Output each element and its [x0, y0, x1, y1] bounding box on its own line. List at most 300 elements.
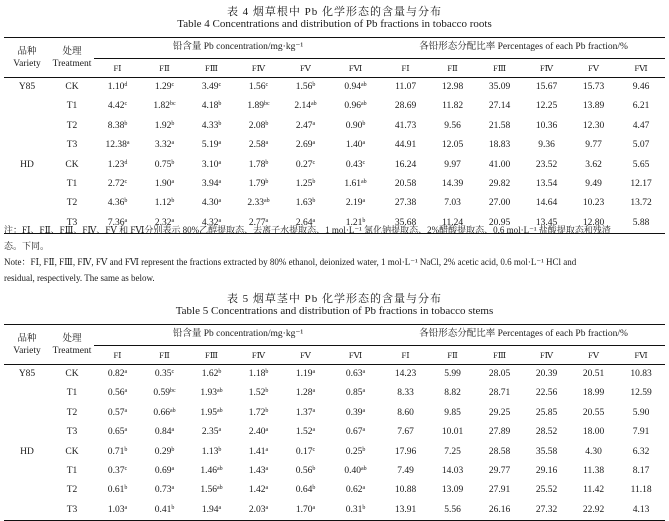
significance-letter: a: [362, 407, 366, 414]
percentage-cell: 41.73: [394, 120, 417, 131]
percentage-cell: 20.39: [535, 368, 558, 379]
table5: [4, 324, 665, 521]
table5-title-zh: 表 5 烟草茎中 Pb 化学形态的含量与分布: [226, 293, 443, 305]
percentage-cell: 22.92: [570, 501, 617, 521]
percentage-cell: 22.56: [535, 388, 558, 399]
percentage-cell: 7.67: [397, 427, 414, 438]
table-row: [4, 404, 665, 423]
concentration-value: 1.03: [107, 504, 125, 515]
variety-cell: [4, 423, 50, 442]
significance-letter: b: [218, 446, 222, 453]
significance-letter: a: [362, 198, 366, 205]
percentage-cell: 6.21: [632, 101, 650, 112]
significance-letter: ab: [216, 465, 223, 472]
concentration-value: 1.28: [295, 388, 313, 399]
significance-letter: b: [312, 198, 316, 205]
significance-letter: a: [265, 504, 269, 511]
percentage-cell: 13.72: [630, 198, 652, 209]
percentage-cell: 18.83: [488, 140, 511, 151]
concentration-value: 0.61: [107, 485, 125, 496]
concentration-cell: [282, 481, 329, 500]
percentage-cell: 20.55: [582, 407, 605, 418]
percentage-cell: 27.32: [523, 501, 570, 521]
concentration-cell: [235, 365, 282, 385]
concentration-value: 0.90: [345, 120, 363, 131]
treatment-cell: T3: [50, 214, 94, 234]
percentage-cell: 9.49: [585, 178, 602, 189]
concentration-cell: [235, 78, 282, 98]
significance-letter: ab: [216, 388, 223, 395]
percentage-cell: 44.91: [394, 140, 417, 151]
concentration-group-header: 铅含量 Pb concentration/mg·kg⁻¹: [94, 325, 382, 346]
percentage-cell: 28.52: [535, 427, 558, 438]
percentage-cell: 28.58: [488, 446, 511, 457]
concentration-cell: [188, 462, 235, 481]
concentration-cell: [235, 404, 282, 423]
concentration-value: 0.56: [107, 388, 125, 399]
concentration-cell: [94, 481, 141, 500]
significance-letter: a: [312, 368, 316, 375]
concentration-cell: [141, 156, 188, 175]
significance-letter: ab: [169, 407, 176, 414]
significance-letter: a: [171, 217, 175, 224]
table4-title-zh: 表 4 烟草根中 Pb 化学形态的含量与分布: [226, 6, 443, 18]
treatment-cell: T3: [50, 501, 94, 521]
significance-letter: c: [171, 368, 175, 375]
significance-letter: a: [171, 140, 175, 147]
percentage-cell: 12.17: [630, 178, 652, 189]
concentration-cell: [188, 384, 235, 403]
fraction-header: FⅢ: [188, 59, 235, 78]
significance-letter: b: [312, 485, 316, 492]
concentration-cell: [188, 443, 235, 462]
concentration-cell: [141, 117, 188, 136]
concentration-value: 1.29: [154, 81, 172, 92]
concentration-value: 1.52: [248, 388, 266, 399]
concentration-value: 8.38: [107, 120, 125, 131]
percentage-cell: 11.82: [442, 101, 464, 112]
significance-letter: a: [124, 504, 128, 511]
percentage-cell: 25.52: [535, 485, 558, 496]
percentage-cell: 28.69: [394, 101, 417, 112]
significance-letter: b: [312, 81, 316, 88]
table-row: [4, 384, 665, 403]
variety-cell: [4, 194, 50, 213]
significance-letter: b: [124, 446, 128, 453]
percentage-cell: 10.01: [441, 427, 464, 438]
fraction-header: FⅡ: [429, 59, 476, 78]
concentration-value: 1.12: [154, 198, 172, 209]
table-row: [4, 423, 665, 442]
significance-letter: a: [312, 388, 316, 395]
variety-header: 品种 Variety: [4, 325, 50, 365]
concentration-cell: [94, 136, 141, 155]
percentage-cell: 26.16: [476, 501, 523, 521]
concentration-cell: [94, 462, 141, 481]
percentage-cell: 11.38: [583, 465, 605, 476]
percentage-cell: 12.59: [630, 388, 652, 399]
significance-letter: b: [124, 198, 128, 205]
variety-cell: Y85: [18, 81, 36, 92]
concentration-cell: [188, 501, 235, 521]
percentage-cell: 15.67: [535, 81, 558, 92]
concentration-value: 2.72: [107, 178, 125, 189]
concentration-value: 2.35: [201, 427, 219, 438]
variety-cell: [4, 97, 50, 116]
variety-cell: HD: [20, 159, 34, 170]
treatment-cell: T1: [66, 101, 78, 112]
table5-body: [4, 365, 665, 521]
significance-letter: b: [171, 159, 175, 166]
significance-letter: a: [362, 388, 366, 395]
treatment-cell: T1: [66, 178, 78, 189]
significance-letter: c: [265, 81, 269, 88]
concentration-value: 3.10: [201, 159, 219, 170]
significance-letter: c: [312, 446, 316, 453]
significance-letter: b: [312, 178, 316, 185]
percentage-cell: 7.25: [444, 446, 461, 457]
percentage-cell: 27.14: [488, 101, 511, 112]
table-row: [4, 443, 665, 462]
significance-letter: a: [124, 427, 128, 434]
significance-letter: a: [362, 427, 366, 434]
concentration-value: 0.41: [154, 504, 172, 515]
concentration-value: 0.73: [154, 485, 172, 496]
concentration-cell: [235, 501, 282, 521]
percentage-cell: 29.77: [488, 465, 511, 476]
percentage-cell: 12.30: [582, 120, 605, 131]
percentage-cell: 13.45: [523, 214, 570, 234]
table4-title-en: Table 4 Concentrations and distribution of Pb fractions in tobacco roots: [177, 18, 492, 30]
concentration-value: 1.95: [200, 407, 217, 418]
significance-letter: b: [265, 159, 269, 166]
concentration-value: 1.10: [107, 81, 125, 92]
percentage-cell: 28.05: [488, 368, 511, 379]
concentration-value: 2.14: [294, 101, 311, 112]
concentration-value: 1.92: [154, 120, 172, 131]
variety-cell: HD: [20, 446, 34, 457]
concentration-cell: [188, 194, 235, 213]
fraction-header-row: [4, 59, 665, 78]
concentration-cell: [235, 423, 282, 442]
concentration-value: 0.69: [154, 465, 172, 476]
significance-letter: a: [218, 140, 222, 147]
table4-body: [4, 78, 665, 234]
concentration-value: 1.23: [107, 159, 125, 170]
concentration-value: 0.75: [154, 159, 172, 170]
concentration-cell: [282, 156, 329, 175]
concentration-value: 3.49: [201, 81, 219, 92]
significance-letter: b: [124, 120, 128, 127]
fraction-header: FⅢ: [476, 346, 523, 365]
variety-cell: [4, 462, 50, 481]
table5-title-en: Table 5 Concentrations and distribution of Pb fractions in tobacco stems: [175, 305, 494, 317]
significance-letter: a: [265, 446, 269, 453]
concentration-cell: [329, 117, 382, 136]
significance-letter: a: [218, 178, 222, 185]
concentration-value: 4.42: [107, 101, 125, 112]
treatment-header: 处理 Treatment: [50, 38, 94, 78]
significance-letter: a: [171, 485, 175, 492]
concentration-value: 1.46: [200, 465, 217, 476]
variety-cell: Y85: [18, 368, 36, 379]
concentration-value: 0.62: [345, 485, 363, 496]
significance-letter: c: [362, 159, 366, 166]
percentage-cell: 8.82: [444, 388, 461, 399]
significance-letter: a: [124, 388, 128, 395]
concentration-value: 1.63: [295, 198, 313, 209]
concentration-cell: [94, 404, 141, 423]
concentration-cell: [94, 384, 141, 403]
concentration-cell: [329, 423, 382, 442]
concentration-value: 12.38: [105, 140, 127, 151]
significance-letter: b: [171, 120, 175, 127]
table4: [4, 37, 665, 234]
note-en-line2: residual, respectively. The same as below.: [4, 273, 155, 283]
concentration-cell: [329, 384, 382, 403]
fraction-header: FⅤ: [282, 346, 329, 365]
percentage-cell: 29.16: [535, 465, 558, 476]
variety-cell: [4, 136, 50, 155]
treatment-header: 处理 Treatment: [50, 325, 94, 365]
concentration-value: 1.70: [295, 504, 313, 515]
percentage-cell: 25.85: [535, 407, 558, 418]
concentration-value: 7.36: [107, 217, 125, 228]
fraction-header: FⅣ: [523, 59, 570, 78]
percentage-cell: 14.23: [394, 368, 417, 379]
significance-letter: a: [265, 427, 269, 434]
percentage-cell: 5.88: [617, 214, 665, 234]
concentration-value: 4.32: [201, 217, 219, 228]
percentage-cell: 28.71: [488, 388, 511, 399]
concentration-value: 2.19: [345, 198, 363, 209]
percentage-cell: 9.36: [538, 140, 555, 151]
percentage-cell: 41.00: [488, 159, 511, 170]
concentration-cell: [235, 481, 282, 500]
percentage-cell: 20.58: [394, 178, 417, 189]
concentration-cell: [141, 443, 188, 462]
concentration-value: 0.56: [295, 465, 313, 476]
percentage-cell: 4.47: [632, 120, 650, 131]
fraction-header: FⅣ: [235, 59, 282, 78]
variety-cell: [4, 501, 50, 521]
percentage-cell: 14.64: [535, 198, 558, 209]
percentage-cell: 9.56: [444, 120, 461, 131]
concentration-cell: [235, 384, 282, 403]
concentration-cell: [282, 117, 329, 136]
concentration-value: 0.96: [344, 101, 362, 112]
percentage-cell: 4.30: [585, 446, 602, 457]
table-row: [4, 97, 665, 116]
significance-letter: a: [265, 217, 269, 224]
fraction-header: FⅢ: [188, 346, 235, 365]
significance-letter: a: [265, 465, 269, 472]
percentage-cell: 12.80: [570, 214, 617, 234]
concentration-cell: [188, 365, 235, 385]
percentage-cell: 11.24: [429, 214, 476, 234]
percentage-cell: 9.77: [585, 140, 602, 151]
significance-letter: b: [265, 120, 269, 127]
percentage-cell: 8.33: [397, 388, 414, 399]
concentration-value: 1.90: [154, 178, 172, 189]
significance-letter: a: [124, 217, 128, 224]
significance-letter: a: [218, 198, 222, 205]
treatment-cell: T1: [66, 388, 78, 399]
percentage-cell: 9.85: [444, 407, 461, 418]
concentration-cell: [188, 175, 235, 194]
concentration-cell: [94, 423, 141, 442]
concentration-value: 0.82: [107, 368, 125, 379]
percentage-cell: 13.54: [535, 178, 558, 189]
table-row: [4, 78, 665, 98]
fraction-header: FⅣ: [523, 346, 570, 365]
concentration-cell: [94, 365, 141, 385]
percentage-cell: 7.91: [632, 427, 650, 438]
concentration-cell: [329, 175, 382, 194]
treatment-cell: T3: [66, 140, 78, 151]
concentration-value: 0.29: [154, 446, 172, 457]
concentration-value: 0.27: [295, 159, 313, 170]
concentration-value: 2.64: [295, 217, 313, 228]
concentration-cell: [282, 78, 329, 98]
percentage-cell: 12.25: [535, 101, 558, 112]
concentration-value: 0.59: [153, 388, 170, 399]
concentration-cell: [282, 97, 329, 116]
percentage-cell: 17.96: [394, 446, 417, 457]
table-row: [4, 501, 665, 521]
concentration-value: 0.39: [345, 407, 363, 418]
percentage-cell: 16.24: [394, 159, 417, 170]
significance-letter: a: [312, 140, 316, 147]
concentration-value: 3.94: [201, 178, 219, 189]
significance-letter: a: [362, 368, 366, 375]
concentration-value: 0.94: [344, 81, 362, 92]
significance-letter: b: [312, 465, 316, 472]
significance-letter: c: [218, 81, 222, 88]
percentage-cell: 11.18: [630, 485, 652, 496]
concentration-value: 1.21: [345, 217, 363, 228]
significance-letter: a: [362, 140, 366, 147]
concentration-cell: [282, 462, 329, 481]
significance-letter: ab: [216, 485, 223, 492]
fraction-header: FⅣ: [235, 346, 282, 365]
percentage-cell: 10.23: [582, 198, 605, 209]
fraction-header: FⅥ: [329, 346, 382, 365]
percentage-cell: 12.98: [441, 81, 464, 92]
concentration-value: 2.08: [248, 120, 266, 131]
treatment-cell: T3: [66, 427, 78, 438]
concentration-cell: [94, 175, 141, 194]
significance-letter: b: [265, 407, 269, 414]
concentration-value: 0.40: [344, 465, 362, 476]
table-row: [4, 156, 665, 175]
note-zh-line1: 注：FⅠ、FⅡ、FⅢ、FⅣ、FⅤ 和 FⅥ分别表示 80%乙醇提取态、去离子水提取态、1 mol·L⁻¹ 氯化钠提取态、2%醋酸提取态、0.6 mol·L⁻¹ 盐酸提取态和残渣: [4, 225, 611, 235]
concentration-value: 0.37: [107, 465, 125, 476]
concentration-cell: [94, 117, 141, 136]
concentration-cell: [94, 443, 141, 462]
concentration-value: 0.65: [107, 427, 125, 438]
concentration-value: 2.03: [248, 504, 266, 515]
concentration-value: 2.32: [154, 217, 172, 228]
significance-letter: c: [124, 101, 128, 108]
concentration-cell: [141, 194, 188, 213]
significance-letter: ab: [361, 465, 367, 472]
concentration-cell: [188, 156, 235, 175]
concentration-value: 0.35: [154, 368, 172, 379]
treatment-cell: CK: [65, 446, 79, 457]
percentage-cell: 29.25: [488, 407, 511, 418]
treatment-cell: CK: [65, 159, 79, 170]
concentration-cell: [329, 97, 382, 116]
significance-letter: ab: [361, 81, 367, 88]
concentration-cell: [282, 404, 329, 423]
concentration-cell: [329, 194, 382, 213]
concentration-value: 4.30: [201, 198, 219, 209]
table-row: [4, 175, 665, 194]
concentration-value: 1.52: [295, 427, 313, 438]
concentration-cell: [188, 404, 235, 423]
variety-header: 品种 Variety: [4, 38, 50, 78]
percentage-cell: 3.62: [585, 159, 602, 170]
significance-letter: a: [312, 407, 316, 414]
concentration-value: 2.69: [295, 140, 313, 151]
significance-letter: ab: [216, 407, 223, 414]
percentage-cell: 14.03: [441, 465, 464, 476]
fraction-header: FⅢ: [476, 59, 523, 78]
concentration-cell: [235, 175, 282, 194]
percentage-cell: 5.65: [632, 159, 650, 170]
note-en-line1: Note：FⅠ, FⅡ, FⅢ, FⅣ, FⅤ and FⅥ represent the fractions extracted by 80% ethanol, deionized water, 1 mol·L⁻¹ NaCl, 2% acetic acid, 0.6 mol·L⁻¹ HCl and: [4, 257, 577, 267]
significance-letter: bc: [169, 101, 176, 108]
table-row: [4, 365, 665, 385]
percentage-cell: 14.39: [441, 178, 464, 189]
significance-letter: a: [171, 178, 175, 185]
significance-letter: c: [312, 159, 316, 166]
significance-letter: b: [362, 217, 366, 224]
significance-letter: a: [171, 427, 175, 434]
significance-letter: ab: [361, 101, 367, 108]
concentration-group-header: 铅含量 Pb concentration/mg·kg⁻¹: [94, 38, 382, 59]
significance-letter: b: [362, 504, 366, 511]
significance-letter: b: [218, 368, 222, 375]
concentration-cell: [282, 175, 329, 194]
significance-letter: ab: [361, 178, 367, 185]
concentration-value: 0.66: [153, 407, 170, 418]
concentration-value: 1.18: [248, 368, 266, 379]
concentration-value: 0.71: [107, 446, 125, 457]
concentration-value: 1.56: [200, 485, 217, 496]
percentage-cell: 27.91: [488, 485, 511, 496]
significance-letter: a: [312, 427, 316, 434]
variety-cell: [4, 175, 50, 194]
percentage-group-header: 各铅形态分配比率 Percentages of each Pb fraction/%: [382, 325, 665, 346]
concentration-cell: [235, 156, 282, 175]
note-zh-line2: 态。下同。: [4, 241, 50, 251]
concentration-value: 1.61: [344, 178, 362, 189]
concentration-value: 1.25: [295, 178, 313, 189]
concentration-cell: [329, 78, 382, 98]
percentage-cell: 20.51: [582, 368, 605, 379]
concentration-cell: [282, 384, 329, 403]
table-row: [4, 136, 665, 155]
significance-letter: ab: [263, 198, 270, 205]
concentration-cell: [141, 462, 188, 481]
concentration-value: 1.56: [295, 81, 313, 92]
percentage-cell: 29.82: [488, 178, 511, 189]
significance-letter: a: [124, 368, 128, 375]
percentage-cell: 35.58: [535, 446, 558, 457]
fraction-header: FⅡ: [429, 346, 476, 365]
